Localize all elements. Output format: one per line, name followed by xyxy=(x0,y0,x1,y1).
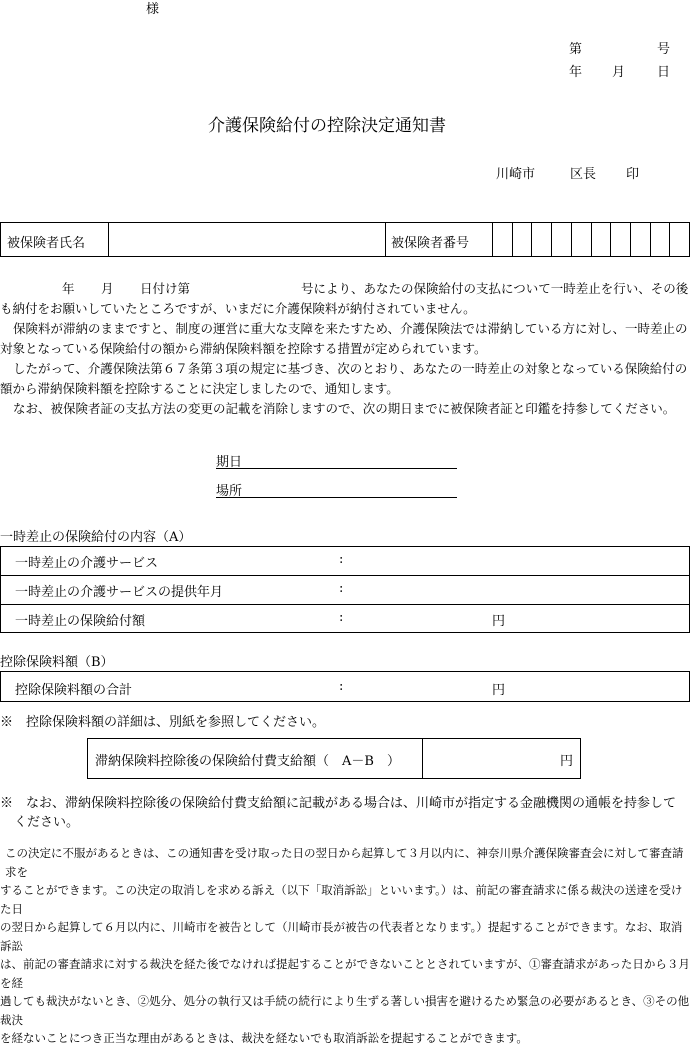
appointment-place-label: 場所 xyxy=(216,484,243,499)
number-cell[interactable] xyxy=(630,223,650,256)
appeal-notice xyxy=(0,844,690,1048)
number-cell[interactable] xyxy=(650,223,670,256)
colon: : xyxy=(339,581,344,596)
number-cell[interactable] xyxy=(591,223,611,256)
appeal-line: この決定に不服があるときは、この通知書を受け取った日の翌日から起算して３月以内に、神奈川県介護保険審査会に対して審査請求を xyxy=(5,846,684,879)
body-line6: 額から滞納保険料額を控除することに決定しましたので、通知します。 xyxy=(0,381,399,396)
appeal-line: 過しても裁決がないとき、②処分、処分の執行又は手続の続行により生ずる著しい損害を避けるため緊急の必要があるとき、③その他裁決 xyxy=(0,994,690,1027)
appeal-line: を経ないことにつき正当な理由があるときは、裁決を経ないでも取消訴訟を提起することができます。 xyxy=(0,1031,528,1045)
number-cell[interactable] xyxy=(669,223,689,256)
body-line5: したがって、介護保険法第６７条第３項の規定に基づき、次のとおり、あなたの一時差止の対象となっている保険給付の xyxy=(13,361,688,376)
number-cell[interactable] xyxy=(492,223,512,256)
section-a-row xyxy=(1,605,689,633)
body-line7: なお、被保険者証の支払方法の変更の記載を消除しますので、次の期日までに被保険者証と印鑑を持参してください。 xyxy=(13,401,676,416)
yen-unit: 円 xyxy=(492,683,506,698)
insured-info-table xyxy=(0,222,690,257)
note-deduction-detail: ※ 控除保険料額の詳細は、別紙を参照してください。 xyxy=(0,715,326,730)
doc-date-year: 年 xyxy=(569,65,583,80)
payment-amount-label: 滞納保険料控除後の保険給付費支給額（ A－B ） xyxy=(95,754,400,769)
body-line3: 保険料が滞納のままですと、制度の運営に重大な支障を来たすため、介護保険法では滞納している方に対し、一時差止の xyxy=(13,321,688,336)
recipient-suffix: 様 xyxy=(146,2,160,17)
number-cell[interactable] xyxy=(610,223,630,256)
yen-unit: 円 xyxy=(560,754,574,769)
body-year: 年 xyxy=(62,281,75,296)
number-cell[interactable] xyxy=(531,223,551,256)
appeal-line: の翌日から起算して６月以内に、川崎市を被告として（川崎市長が被告の代表者となります。）提起することができます。なお、取消訴訟 xyxy=(0,920,683,953)
doc-date-day: 日 xyxy=(657,65,671,80)
section-a-heading: 一時差止の保険給付の内容（A） xyxy=(0,530,192,545)
body-line1: 号により、あなたの保険給付の支払について一時差止を行い、その後 xyxy=(301,281,689,296)
body-month: 月 xyxy=(101,281,114,296)
section-a-row-label: 一時差止の介護サービスの提供年月 xyxy=(15,585,224,600)
body-date-ref: 日付け第 xyxy=(140,281,191,296)
document-title: 介護保険給付の控除決定通知書 xyxy=(208,116,446,136)
section-a-row-label: 一時差止の介護サービス xyxy=(15,556,159,571)
note-bank-book-cont: ください。 xyxy=(14,815,80,830)
section-a-row xyxy=(1,576,689,605)
appointment-place[interactable] xyxy=(216,480,457,498)
doc-number-dai: 第 xyxy=(569,42,583,57)
number-cell[interactable] xyxy=(512,223,532,256)
colon: : xyxy=(339,679,344,694)
body-text xyxy=(0,279,688,419)
section-a-table xyxy=(0,546,690,633)
payment-amount-box xyxy=(87,738,581,779)
note-bank-book: ※ なお、滞納保険料控除後の保険給付費支給額に記載がある場合は、川崎市が指定する金融機関の通帳を持参して xyxy=(0,796,677,811)
section-b-heading: 控除保険料額（B） xyxy=(0,655,114,670)
insured-number-cells[interactable] xyxy=(492,223,689,256)
issuer-seal: 印 xyxy=(626,167,640,182)
body-line2: も納付をお願いしていたところですが、いまだに介護保険料が納付されていません。 xyxy=(0,301,476,316)
issuer-ward: 区長 xyxy=(570,167,597,182)
yen-unit: 円 xyxy=(492,614,506,629)
divider xyxy=(422,739,423,778)
appeal-line: は、前記の審査請求に対する裁決を経た後でなければ提起することができないこととされていますが、①審査請求があった日から３月を経 xyxy=(0,957,690,990)
appeal-line: することができます。この決定の取消しを求める訴え（以下「取消訴訟」といいます。）は、前記の審査請求に係る裁決の送達を受けた日 xyxy=(0,883,683,916)
issuer-city: 川崎市 xyxy=(496,167,536,182)
number-cell[interactable] xyxy=(551,223,571,256)
appointment-date[interactable] xyxy=(216,451,457,469)
number-cell[interactable] xyxy=(571,223,591,256)
section-a-row xyxy=(1,547,689,576)
section-b-row-label: 控除保険料額の合計 xyxy=(15,683,133,698)
divider xyxy=(385,223,386,256)
doc-number-go: 号 xyxy=(657,42,671,57)
insured-name-label: 被保険者氏名 xyxy=(7,236,86,251)
colon: : xyxy=(339,552,344,567)
insured-number-label: 被保険者番号 xyxy=(391,236,470,251)
body-line4: 対象となっている保険給付の額から滞納保険料額を控除する措置が定められています。 xyxy=(0,341,487,356)
insured-name-field[interactable] xyxy=(109,223,385,256)
colon: : xyxy=(339,610,344,625)
doc-date-month: 月 xyxy=(612,65,626,80)
section-b-table xyxy=(0,671,690,702)
section-a-row-label: 一時差止の保険給付額 xyxy=(15,614,146,629)
appointment-date-label: 期日 xyxy=(216,455,243,470)
